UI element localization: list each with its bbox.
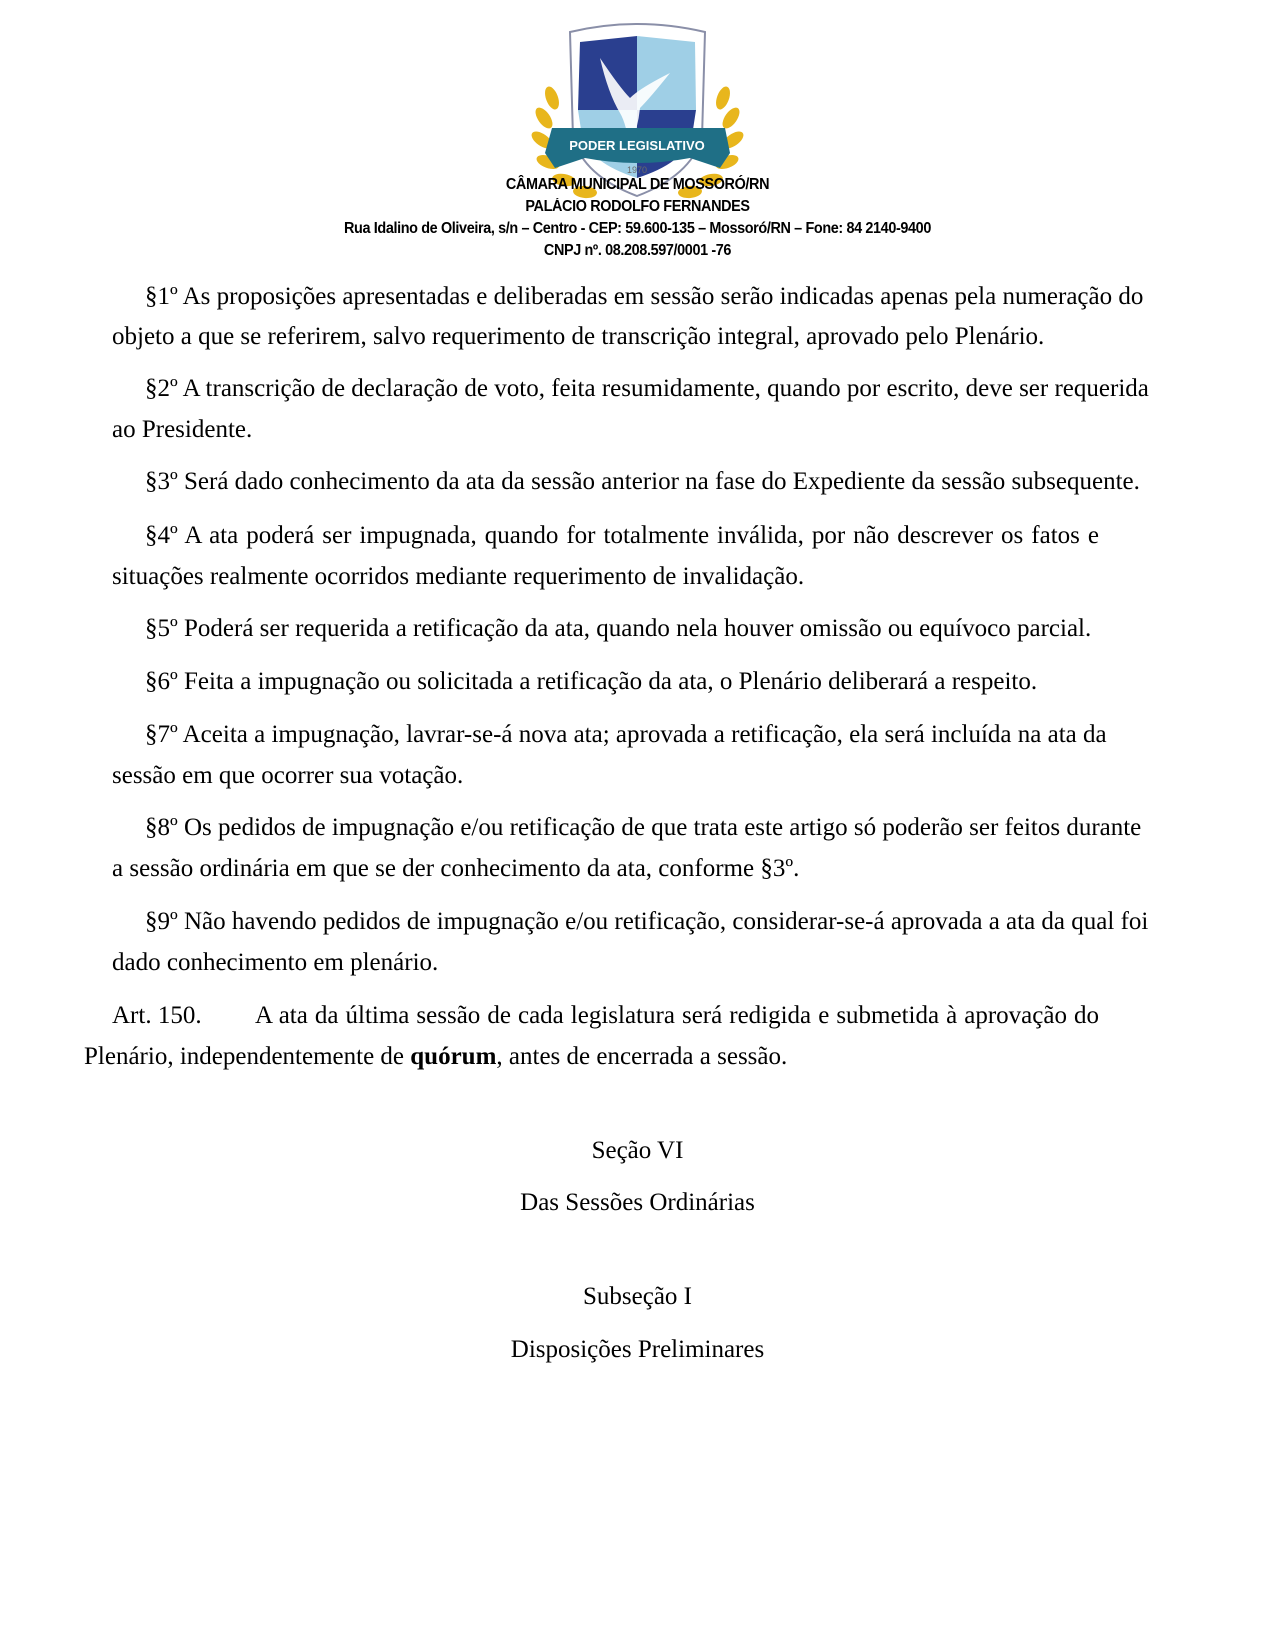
paragraph-line: ao Presidente.	[112, 416, 253, 443]
paragraph-line: §2º A transcrição de declaração de voto, feita resumidamente, quando por escrito, deve ser requerida	[145, 375, 1149, 402]
article-text: Plenário, independentemente de	[84, 1043, 411, 1070]
paragraph-line: §1º As proposições apresentadas e deliberadas em sessão serão indicadas apenas pela numeração do	[145, 283, 1144, 310]
address: Rua Idalino de Oliveira, s/n – Centro - CEP: 59.600-135 – Mossoró/RN – Fone: 84 2140-9400	[344, 220, 931, 237]
article-line	[84, 1042, 787, 1072]
paragraph-line: a sessão ordinária em que se der conhecimento da ata, conforme §3º.	[112, 855, 800, 882]
article-line: A ata da última sessão de cada legislatura será redigida e submetida à aprovação do	[255, 1002, 1099, 1029]
paragraph-line: §3º Será dado conhecimento da ata da sessão anterior na fase do Expediente da sessão subsequente.	[145, 468, 1140, 495]
institution-name: CÂMARA MUNICIPAL DE MOSSORÓ/RN	[505, 176, 770, 193]
paragraph-line: §5º Poderá ser requerida a retificação da ata, quando nela houver omissão ou equívoco parcial.	[145, 615, 1092, 642]
paragraph-line: §6º Feita a impugnação ou solicitada a retificação da ata, o Plenário deliberará a respeito.	[145, 668, 1038, 695]
article-label: Art. 150.	[112, 1002, 202, 1029]
paragraph-line: §8º Os pedidos de impugnação e/ou retificação de que trata este artigo só poderão ser feitos durante	[145, 814, 1142, 841]
paragraph-line: dado conhecimento em plenário.	[112, 949, 439, 976]
palace-name: PALÁCIO RODOLFO FERNANDES	[525, 198, 750, 215]
subsection-title: Disposições Preliminares	[510, 1336, 765, 1363]
subsection-heading: Subseção I	[583, 1283, 692, 1310]
paragraph-line: situações realmente ocorridos mediante requerimento de invalidação.	[112, 563, 805, 590]
section-heading: Seção VI	[591, 1137, 684, 1164]
paragraph-line: sessão em que ocorrer sua votação.	[112, 762, 464, 789]
paragraph-line: §9º Não havendo pedidos de impugnação e/ou retificação, considerar-se-á aprovada a ata da qual foi	[145, 908, 1149, 935]
paragraph-line: §7º Aceita a impugnação, lavrar-se-á nova ata; aprovada a retificação, ela será incluída na ata da	[145, 721, 1107, 748]
article-text: , antes de encerrada a sessão.	[496, 1043, 788, 1070]
paragraph-line: §4º A ata poderá ser impugnada, quando for totalmente inválida, por não descrever os fatos e	[145, 522, 1099, 549]
section-title: Das Sessões Ordinárias	[520, 1189, 755, 1216]
ribbon-text: PODER LEGISLATIVO	[569, 138, 705, 153]
quorum-term: quórum	[410, 1043, 497, 1070]
paragraph-line: objeto a que se referirem, salvo requerimento de transcrição integral, aprovado pelo Plenário.	[112, 323, 1045, 350]
logo-year: 1970	[626, 165, 648, 175]
cnpj: CNPJ nº. 08.208.597/0001 -76	[543, 242, 732, 259]
